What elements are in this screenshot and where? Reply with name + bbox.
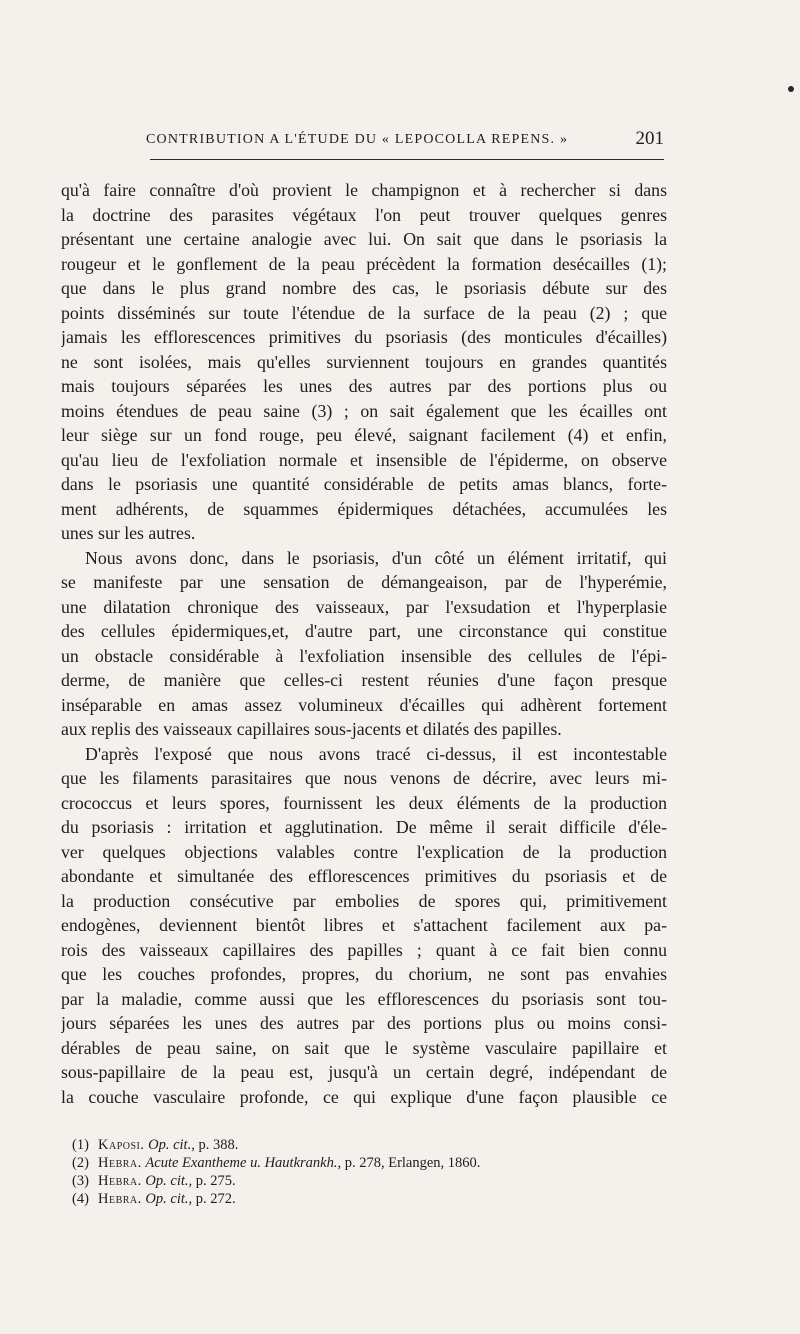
text-line: inséparable en amas assez volumineux d'écailles qui adhèrent fortement [61,694,667,715]
header-rule [150,159,664,160]
footnote-number: (1) [72,1137,89,1153]
text-line: crococcus et leurs spores, fournissent les deux éléments de la production [61,792,667,813]
text-line: que les couches profondes, propres, du chorium, ne sont pas envahies [61,964,667,984]
text-line: qu'à faire connaître d'où provient le champignon et à rechercher si dans [61,180,667,200]
text-line: unes sur les autres. [61,523,196,543]
text-line: sous-papillaire de la peau est, jusqu'à un certain degré, indépendant de [61,1062,667,1082]
running-head [60,128,664,154]
footnotes [72,1136,632,1208]
text-line: dans le psoriasis une quantité considérable de petits amas blancs, forte- [61,474,667,494]
footnote-author: Kaposi. [98,1137,145,1153]
text-line: la couche vasculaire profonde, ce qui explique d'une façon plausible ce [61,1086,667,1107]
text-line: endogènes, deviennent bientôt libres et s'attachent facilement aux pa- [61,915,667,935]
text-line: ne sont isolées, mais qu'elles surviennent toujours en grandes quantités [61,351,667,372]
footnote [72,1172,632,1190]
footnote-work: Acute Exantheme u. Hautkrankh., [145,1155,342,1171]
footnote-author: Hebra. [98,1155,142,1171]
footnote-reference: p. 272. [195,1191,236,1207]
text-line: présentant une certaine analogie avec lui. On sait que dans le psoriasis la [61,229,667,249]
footnote-number: (4) [72,1191,89,1207]
footnote [72,1154,632,1172]
footnote [72,1190,632,1208]
text-line: jours séparées les unes des autres par des portions plus ou moins consi- [61,1013,667,1033]
text-line: la production consécutive par embolies de spores qui, primitivement [61,890,667,911]
footnote-author: Hebra. [98,1191,142,1207]
text-line: leur siège sur un fond rouge, peu élevé, saignant facilement (4) et enfin, [61,425,667,445]
footnote-work: Op. cit., [145,1191,193,1207]
text-line: un obstacle considérable à l'exfoliation insensible des cellules de l'épi- [61,645,667,666]
text-line: mais toujours séparées les unes des autres par des portions plus ou [61,376,667,396]
text-line: par la maladie, comme aussi que les efflorescences du psoriasis sont tou- [61,988,667,1009]
text-line: points disséminés sur toute l'étendue de la surface de la peau (2) ; que [61,302,667,323]
text-line: des cellules épidermiques,et, d'autre part, une circonstance qui constitue [61,621,667,641]
footnote-reference: p. 278, Erlangen, 1860. [344,1155,481,1171]
text-line: abondante et simultanée des efflorescences primitives du psoriasis et de [61,866,667,886]
text-line: une dilatation chronique des vaisseaux, par l'exsudation et l'hyperplasie [61,596,667,617]
footnote-number: (3) [72,1173,89,1189]
body-text [61,178,667,1109]
footnote [72,1136,632,1154]
text-line: moins étendues de peau saine (3) ; on sait également que les écailles ont [61,400,667,421]
text-line: que dans le plus grand nombre des cas, le psoriasis débute sur des [61,278,667,298]
text-line: jamais les efflorescences primitives du psoriasis (des monticules d'écailles) [61,327,667,347]
footnote-work: Op. cit., [148,1137,195,1153]
text-line: la doctrine des parasites végétaux l'on peut trouver quelques genres [61,204,667,225]
text-line: dérables de peau saine, on sait que le système vasculaire papillaire et [61,1037,667,1058]
text-line: se manifeste par une sensation de démangeaison, par de l'hyperémie, [61,572,667,592]
page-number: 201 [635,128,664,149]
running-title: CONTRIBUTION A L'ÉTUDE DU « LEPOCOLLA REPENS. » [146,132,569,147]
footnote-reference: p. 388. [198,1137,239,1153]
text-line: Nous avons donc, dans le psoriasis, d'un côté un élément irritatif, qui [85,547,667,568]
footnote-work: Op. cit., [145,1173,193,1189]
text-line: qu'au lieu de l'exfoliation normale et insensible de l'épiderme, on observe [61,449,667,470]
text-line: D'après l'exposé que nous avons tracé ci-dessus, il est incontestable [85,743,667,764]
text-line: rois des vaisseaux capillaires des papilles ; quant à ce fait bien connu [61,939,667,960]
text-line: du psoriasis : irritation et agglutination. De même il serait difficile d'éle- [61,817,667,837]
text-line: ment adhérents, de squammes épidermiques détachées, accumulées les [61,498,667,519]
footnote-reference: p. 275. [195,1173,236,1189]
footnote-number: (2) [72,1155,89,1171]
footnote-author: Hebra. [98,1173,142,1189]
text-line: ver quelques objections valables contre l'explication de la production [61,841,667,862]
ink-speck [788,86,794,92]
text-line: aux replis des vaisseaux capillaires sous-jacents et dilatés des papilles. [61,719,562,739]
text-line: rougeur et le gonflement de la peau précèdent la formation desécailles (1); [61,253,667,274]
text-line: que les filaments parasitaires que nous venons de décrire, avec leurs mi- [61,768,667,788]
text-line: derme, de manière que celles-ci restent réunies d'une façon presque [61,670,667,690]
